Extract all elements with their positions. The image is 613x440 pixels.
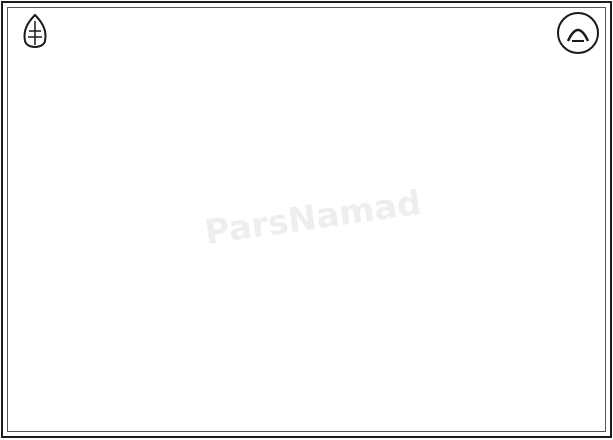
watermark: ParsNamad xyxy=(202,183,424,253)
notice-title xyxy=(203,11,416,41)
tender-notice xyxy=(1,1,612,438)
